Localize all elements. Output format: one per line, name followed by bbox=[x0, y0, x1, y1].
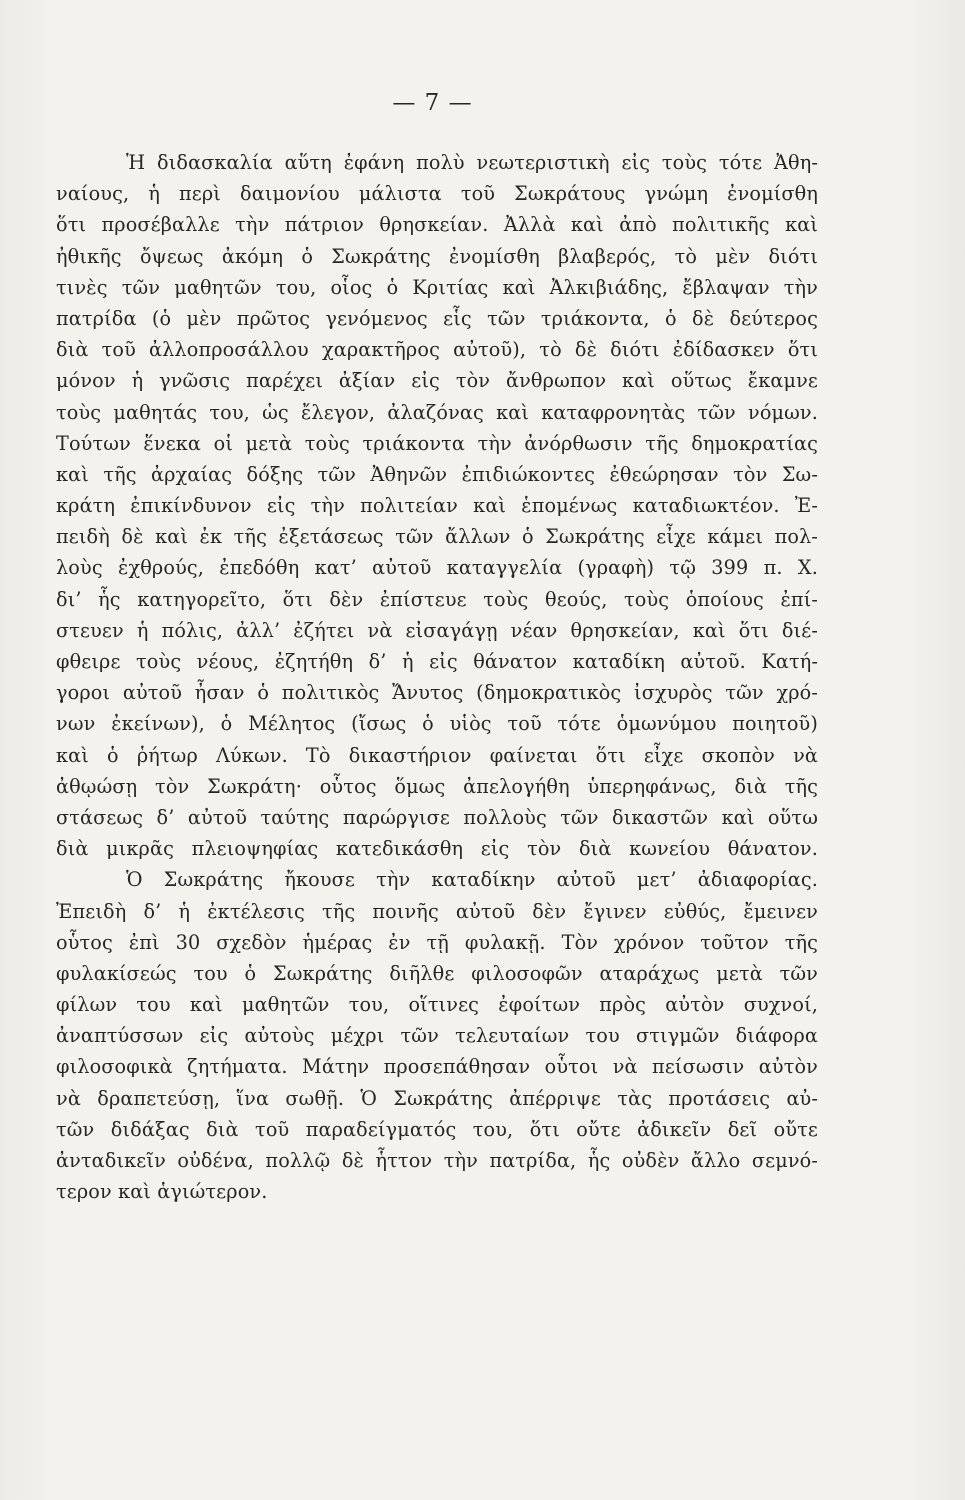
text-line: πατρίδα (ὁ μὲν πρῶτος γενόμενος εἷς τῶν τριάκοντα, ὁ δὲ δεύτερος bbox=[56, 306, 818, 330]
text-line: οὗτος ἐπὶ 30 σχεδὸν ἡμέρας ἐν τῇ φυλακῇ. Τὸν χρόνον τοῦτον τῆς bbox=[56, 930, 818, 954]
text-line: ὅτι προσέβαλλε τὴν πάτριον θρησκείαν. Ἀλλὰ καὶ ἀπὸ πολιτικῆς καὶ bbox=[56, 213, 818, 237]
text-line: κράτη ἐπικίνδυνον εἰς τὴν πολιτείαν καὶ ἑπομένως καταδιωκτέον. Ἐ- bbox=[56, 494, 818, 518]
text-line: ναίους, ἡ περὶ δαιμονίου μάλιστα τοῦ Σωκράτους γνώμη ἐνομίσθη bbox=[56, 182, 818, 206]
text-line: μόνον ἡ γνῶσις παρέχει ἀξίαν εἰς τὸν ἄνθρωπον καὶ οὕτως ἔκαμνε bbox=[56, 369, 818, 393]
text-line: στευεν ἡ πόλις, ἀλλ’ ἐζήτει νὰ εἰσαγάγῃ νέαν θρησκείαν, καὶ ὅτι διέ- bbox=[56, 618, 818, 642]
text-line: φυλακίσεώς του ὁ Σωκράτης διῆλθε φιλοσοφῶν αταράχως μετὰ τῶν bbox=[56, 961, 818, 985]
text-line: καὶ ὁ ῥήτωρ Λύκων. Τὸ δικαστήριον φαίνεται ὅτι εἶχε σκοπὸν νὰ bbox=[56, 743, 818, 767]
text-line: διὰ τοῦ ἀλλοπροσάλλου χαρακτῆρος αὐτοῦ), τὸ δὲ διότι ἐδίδασκεν ὅτι bbox=[56, 338, 818, 362]
text-line: στάσεως δ’ αὐτοῦ ταύτης παρώργισε πολλοὺς τῶν δικαστῶν καὶ οὕτω bbox=[56, 805, 818, 829]
text-line: τοὺς μαθητάς του, ὡς ἔλεγον, ἀλαζόνας καὶ καταφρονητὰς τῶν νόμων. bbox=[56, 400, 818, 424]
text-line: φιλοσοφικὰ ζητήματα. Μάτην προσεπάθησαν οὗτοι νὰ πείσωσιν αὐτὸν bbox=[56, 1055, 818, 1079]
text-line: διὰ μικρᾶς πλειοψηφίας κατεδικάσθη εἰς τὸν διὰ κωνείου θάνατον. bbox=[56, 837, 818, 861]
text-line: ἀνταδικεῖν οὐδένα, πολλῷ δὲ ἧττον τὴν πατρίδα, ἧς οὐδὲν ἄλλο σεμνό- bbox=[56, 1149, 818, 1172]
text-line: Ὁ Σωκράτης ἤκουσε τὴν καταδίκην αὐτοῦ μετ’ ἀδιαφορίας. bbox=[126, 868, 818, 892]
text-line: Ἐπειδὴ δ’ ἡ ἐκτέλεσις τῆς ποινῆς αὐτοῦ δὲν ἔγινεν εὐθύς, ἔμεινεν bbox=[56, 899, 818, 923]
page-number: — 7 — bbox=[392, 90, 473, 116]
text-line: ἀναπτύσσων εἰς αὐτοὺς μέχρι τῶν τελευταίων του στιγμῶν διάφορα bbox=[56, 1024, 818, 1048]
text-line: τερον καὶ ἁγιώτερον. bbox=[56, 1180, 268, 1204]
text-line: ἠθικῆς ὄψεως ἀκόμη ὁ Σωκράτης ἐνομίσθη βλαβερός, τὸ μὲν διότι bbox=[56, 244, 818, 268]
text-line: Τούτων ἕνεκα οἱ μετὰ τοὺς τριάκοντα τὴν ἀνόρθωσιν τῆς δημοκρατίας bbox=[56, 431, 818, 455]
text-line: τῶν διδάξας διὰ τοῦ παραδείγματός του, ὅτι οὔτε ἀδικεῖν δεῖ οὔτε bbox=[56, 1117, 818, 1141]
text-line: φθειρε τοὺς νέους, ἐζητήθη δ’ ἡ εἰς θάνατον καταδίκη αὐτοῦ. Κατή- bbox=[56, 650, 818, 673]
text-line: λοὺς ἐχθρούς, ἐπεδόθη κατ’ αὐτοῦ καταγγελία (γραφὴ) τῷ 399 π. Χ. bbox=[56, 556, 818, 580]
text-line: νὰ δραπετεύσῃ, ἵνα σωθῇ. Ὁ Σωκράτης ἀπέρριψε τὰς προτάσεις αὐ- bbox=[56, 1086, 818, 1110]
text-line: δι’ ἧς κατηγορεῖτο, ὅτι δὲν ἐπίστευε τοὺς θεούς, τοὺς ὁποίους ἐπί- bbox=[56, 587, 818, 611]
text-line: φίλων του καὶ μαθητῶν του, οἵτινες ἐφοίτων πρὸς αὐτὸν συχνοί, bbox=[56, 993, 818, 1017]
text-line: ἀθῳώσῃ τὸν Σωκράτη· οὗτος ὅμως ἀπελογήθη ὑπερηφάνως, διὰ τῆς bbox=[56, 774, 818, 798]
text-line: καὶ τῆς ἀρχαίας δόξης τῶν Ἀθηνῶν ἐπιδιώκοντες ἐθεώρησαν τὸν Σω- bbox=[56, 462, 818, 486]
body-text bbox=[56, 147, 818, 1207]
text-line: Ἡ διδασκαλία αὕτη ἐφάνη πολὺ νεωτεριστικὴ εἰς τοὺς τότε Ἀθη- bbox=[126, 151, 818, 174]
text-line: νων ἐκείνων), ὁ Μέλητος (ἴσως ὁ υἱὸς τοῦ τότε ὁμωνύμου ποιητοῦ) bbox=[56, 712, 818, 736]
text-line: τινὲς τῶν μαθητῶν του, οἷος ὁ Κριτίας καὶ Ἀλκιβιάδης, ἔβλαψαν τὴν bbox=[56, 275, 818, 299]
text-line: γοροι αὐτοῦ ἦσαν ὁ πολιτικὸς Ἄνυτος (δημοκρατικὸς ἰσχυρὸς τῶν χρό- bbox=[56, 681, 818, 705]
text-line: πειδὴ δὲ καὶ ἐκ τῆς ἐξετάσεως τῶν ἄλλων ὁ Σωκράτης εἶχε κάμει πολ- bbox=[56, 525, 818, 549]
